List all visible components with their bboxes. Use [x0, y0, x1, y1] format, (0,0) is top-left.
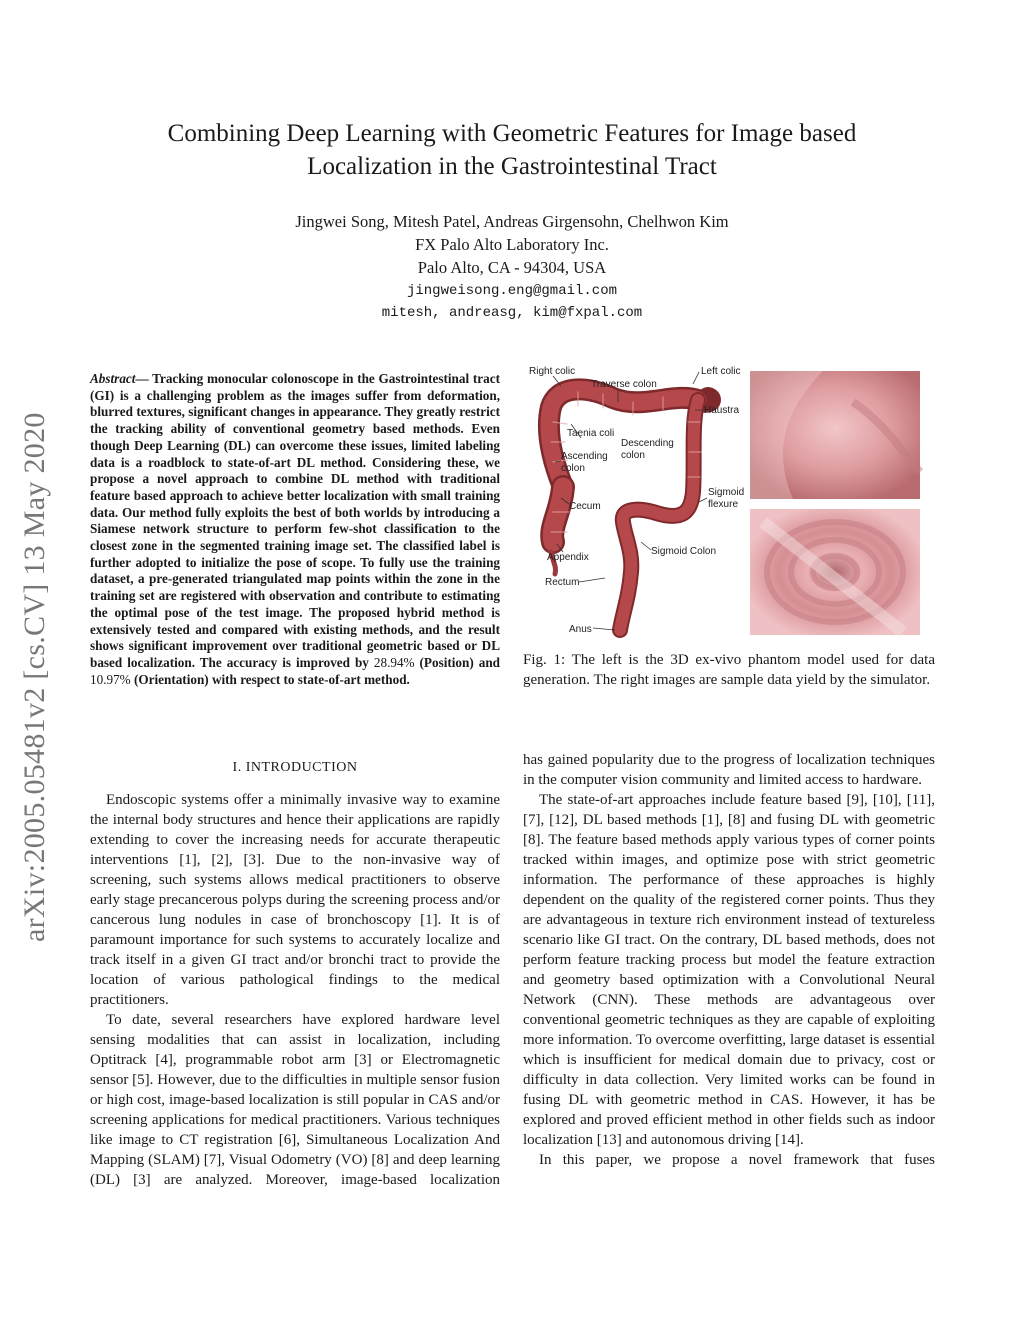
figure-caption: Fig. 1: The left is the 3D ex-vivo phantom model used for data generation. The right images are sample data yield by the simulator. — [523, 652, 935, 688]
label-descending-1: Descending — [621, 438, 674, 449]
email-1[interactable]: jingweisong.eng@gmail.com — [406, 283, 618, 299]
label-sigmoid-colon: Sigmoid Colon — [651, 546, 717, 557]
section-title: I. INTRODUCTION — [232, 760, 358, 775]
label-sigmoid-flex-2: flexure — [708, 499, 739, 510]
arxiv-id: arXiv:2005.05481v2 [cs.CV] 13 May 2020 — [18, 412, 51, 942]
label-appendix: Appendix — [547, 552, 589, 563]
abstract-label: Abstract — [90, 371, 136, 386]
label-left-colic: Left colic — [701, 366, 741, 377]
label-haustra: Haustra — [704, 405, 740, 416]
label-cecum: Cecum — [569, 501, 601, 512]
right-paragraph-2: The state-of-art approaches include feature based [9], [10], [11], [7], [12], DL based methods [1], [8] and fusing DL with geometric [8]. The feature based methods apply various types of corner points tracked within images, and optimize pose with strict geometric information. The performance of these approaches is highly dependent on the quality of the registered corner points. Thus they are advantageous in texture rich environment instead of textureless scenario like GI tract. On the contrary, DL based methods, does not perform feature tracking process but model the feature extraction and geometry based optimization with a Convolutional Neural Network (CNN). These methods are advantageous over conventional geometric techniques as they are capable of exploiting more information. To overcome overfitting, large dataset is essential which is insufficient for medical domain due to privacy, cost or difficulty in data collection. Very limited works can be found in fusing DL with geometric method in CAS. However, it has be explored and proved efficient method in other fields such as indoor localization [13] and autonomous driving [14]. — [523, 792, 935, 1148]
figure-1-graphic — [523, 362, 935, 644]
left-column — [90, 790, 500, 1190]
figure-1 — [523, 362, 935, 644]
paper-title — [100, 117, 924, 183]
label-descending-2: colon — [621, 450, 645, 461]
label-anus: Anus — [569, 624, 592, 635]
affiliation: FX Palo Alto Laboratory Inc. — [415, 235, 609, 254]
email-2[interactable]: mitesh, andreasg, kim@fxpal.com — [381, 305, 643, 321]
left-paragraph-2: To date, several researchers have explored hardware level sensing modalities that can assist in localization, including Optitrack [4], programmable robot arm [3] or Electromagnetic sensor [5]. However, due to the difficulties in multiple sensor fusion or high cost, image-based localization is still popular in CAS and/or screening applications for medical practitioners. Various techniques like image to CT registration [6], Simultaneous Localization And Mapping (SLAM) [7], Visual Odometry (VO) [8] and deep learning (DL) [3] are analyzed. Moreover, image-based localization — [90, 1012, 500, 1188]
label-ascending-2: colon — [561, 463, 585, 474]
abstract-num1: 28.94% — [373, 654, 415, 670]
authors: Jingwei Song, Mitesh Patel, Andreas Girgensohn, Chelhwon Kim — [295, 212, 729, 231]
left-paragraph-1: Endoscopic systems offer a minimally invasive way to examine the internal body structures and hence their applications are rapidly extending to cover the increasing needs for accurate therapeutic interventions [1], [2], [3]. Due to the non-invasive way of screening, such systems allows medical practitioners to observe early stage precancerous polyps during the screening process and/or cancerous lung nodules in case of bronchoscopy [1]. It is of paramount importance for such systems to accurately localize and track itself in a given GI tract and/or bronchi tract to provide the location of various pathological findings to the medical practitioners. — [90, 792, 500, 1008]
label-transverse: Traverse colon — [591, 379, 657, 390]
right-paragraph-1: has gained popularity due to the progress of localization techniques in the computer vision community and limited access to hardware. — [523, 752, 935, 788]
abstract — [90, 371, 500, 688]
address: Palo Alto, CA - 94304, USA — [417, 258, 607, 277]
abstract-dash: — — [135, 371, 149, 386]
label-right-colic: Right colic — [529, 366, 576, 377]
label-ascending-1: Ascending — [561, 451, 608, 462]
abstract-text: Tracking monocular colonoscope in the Gastrointestinal tract (GI) is a challenging problem as the images suffer from deformation, blurred textures, significant changes in appearance. They greatly restrict the tracking ability of conventional geometry based methods. Even though Deep Learning (DL) can overcome these issues, limited labeling data is a roadblock to state-of-art DL method. Considering these, we propose a novel approach to combine DL method with traditional feature based approach to achieve better localization with small training data. Our method fully exploits the best of both worlds by introducing a Siamese network structure to perform few-shot classification to the closest zone in the segmented training image set. The classified label is further adopted to initialize the pose of scope. To fully use the training dataset, a pre-generated triangulated map points within the zone in the training set are registered with observation and contribute to estimating the optimal pose of the test image. The proposed hybrid method is extensively tested and compared with existing methods, and the result shows significant improvement over traditional geometric based or DL based localization. The accuracy is improved by — [90, 371, 500, 670]
abstract-mid: (Position) and — [414, 654, 500, 670]
label-taenia: Taenia coli — [567, 428, 615, 439]
abstract-num2: 10.97% — [90, 671, 131, 687]
abstract-tail: (Orientation) with respect to state-of-art method. — [130, 671, 410, 687]
title-line-1: Combining Deep Learning with Geometric Features for Image based — [167, 120, 857, 147]
right-paragraph-3: In this paper, we propose a novel framework that fuses — [539, 1152, 935, 1168]
label-sigmoid-flex-1: Sigmoid — [708, 487, 745, 498]
right-column — [523, 750, 935, 1170]
arxiv-watermark — [10, 342, 50, 942]
title-line-2: Localization in the Gastrointestinal Tract — [307, 153, 717, 180]
label-rectum: Rectum — [545, 577, 580, 588]
